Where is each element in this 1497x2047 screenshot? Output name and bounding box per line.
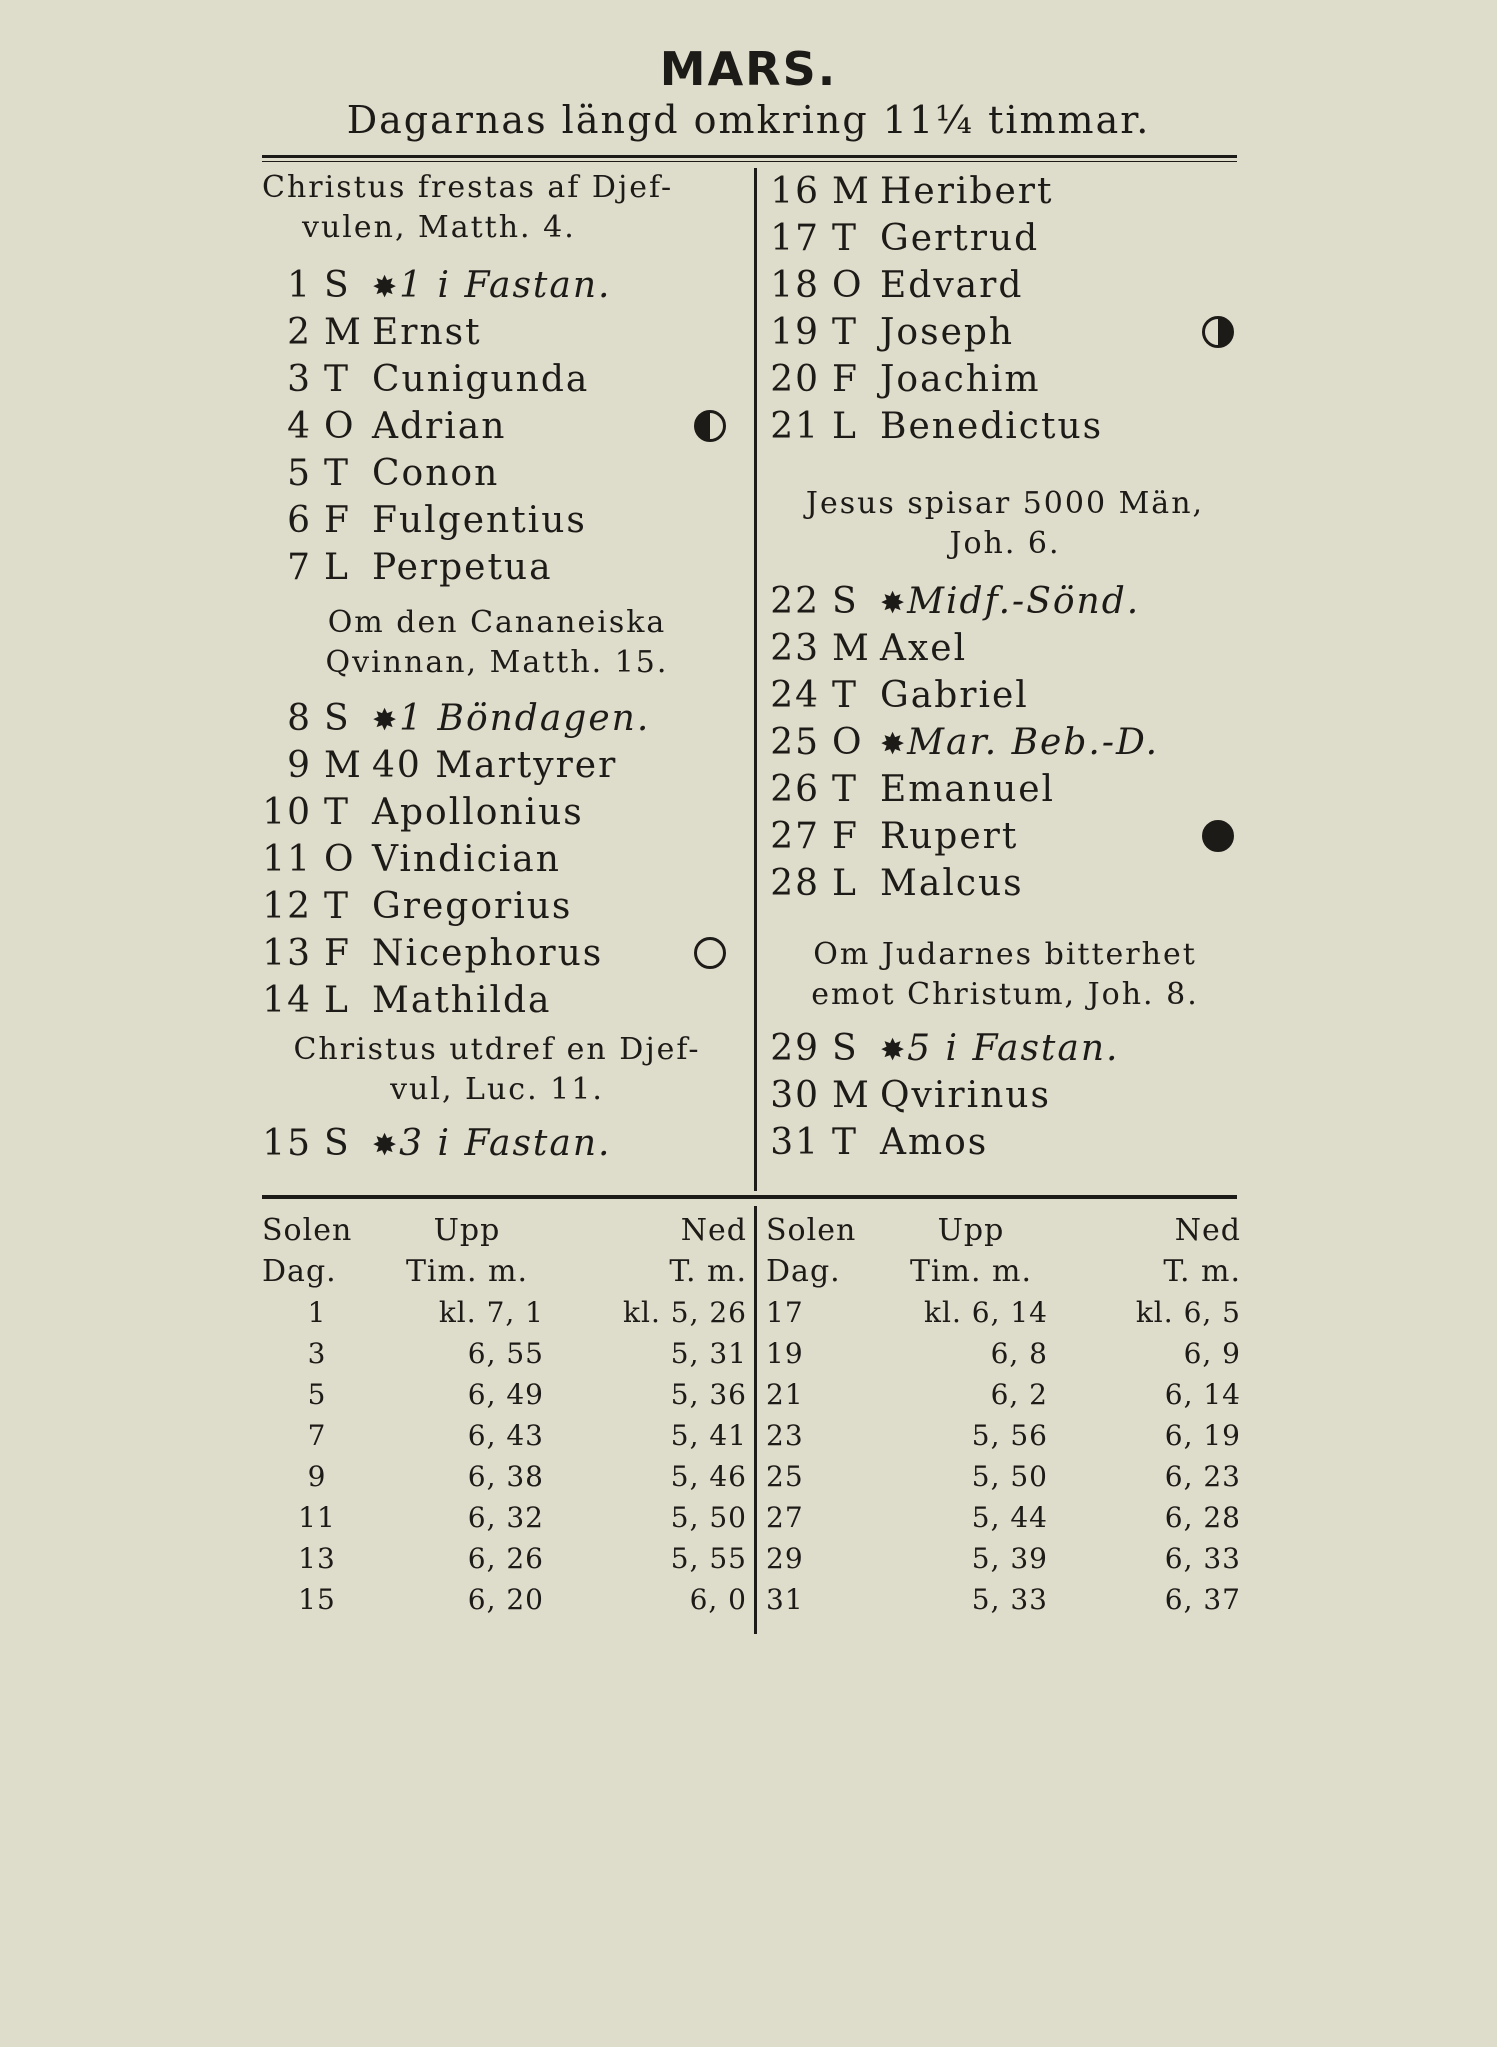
weekday-letter: M [832,171,871,212]
moon-phase-first-icon [1202,316,1234,348]
header-cell: Upp [937,1213,1005,1248]
table-cell: 6, 8 [990,1337,1048,1370]
gospel-text [770,935,1240,1015]
table-row [262,1456,747,1497]
table-cell: 6, 19 [1164,1419,1241,1452]
middle-rule [262,1195,1237,1199]
weekday-letter: M [832,1075,871,1116]
table-cell: 1 [307,1296,327,1329]
sun-rows [766,1292,1241,1620]
table-cell: 6, 55 [467,1337,544,1370]
moon-phase-last-icon [694,410,726,442]
saint-name: 1 i Fastan. [399,265,612,306]
header-cell: Ned [680,1213,747,1248]
day-number: 23 [770,628,820,669]
day-number: 8 [287,698,312,739]
day-number: 20 [770,359,820,400]
table-cell: 5, 55 [670,1542,747,1575]
sunday-star-icon: ✸ [372,1128,400,1163]
gospel-line: Joh. 6. [949,526,1061,561]
weekday-letter: F [324,500,351,541]
gospel-text [262,168,732,248]
calendar-day-row [770,1072,1240,1119]
table-cell: 5, 56 [971,1419,1048,1452]
table-cell: 6, 33 [1164,1542,1241,1575]
saint-name: Apollonius [372,792,584,833]
table-cell: 5, 31 [670,1337,747,1370]
moon-phase-full-icon [694,937,726,969]
day-number: 25 [770,722,820,763]
weekday-letter: M [324,312,363,353]
table-cell: 9 [307,1460,327,1493]
table-cell: 11 [298,1501,336,1534]
calendar-day-row [770,1025,1240,1072]
table-cell: 21 [766,1378,804,1411]
saint-name: Edvard [880,265,1024,306]
sunday-star-icon: ✸ [372,703,400,738]
gospel-line: Jesus spisar 5000 Män, [805,486,1205,521]
gospel-line: Om den Cananeiska [327,605,667,640]
gospel-line: Om Judarnes bitterhet [813,937,1197,972]
saint-name: 40 Martyrer [372,745,618,786]
left-column [262,168,732,1167]
table-row [766,1579,1241,1620]
calendar-day-row [770,578,1240,625]
gospel-line: Christus frestas af Djef- [262,170,674,205]
saint-name: Adrian [372,406,507,447]
table-row [766,1374,1241,1415]
table-cell: kl. 6, 5 [1135,1296,1241,1329]
table-row [262,1538,747,1579]
calendar-day-row [770,309,1240,356]
weekday-letter: F [832,816,859,857]
saint-name: Amos [880,1122,989,1163]
calendar-day-row [262,497,732,544]
table-cell: 6, 32 [467,1501,544,1534]
sun-table-left [262,1210,747,1620]
day-number: 2 [287,312,312,353]
saint-name: Conon [372,453,500,494]
table-cell: 5, 44 [971,1501,1048,1534]
day-number: 14 [262,980,312,1021]
header-cell: T. m. [669,1254,747,1289]
top-rule-thin [262,161,1237,162]
saint-name: Ernst [372,312,482,353]
table-header-row [766,1251,1241,1292]
header-cell: Tim. m. [909,1254,1033,1289]
moon-phase-new-icon [1202,820,1234,852]
table-header-row [262,1210,747,1251]
day-number: 16 [770,171,820,212]
table-row [262,1415,747,1456]
calendar-day-row [262,450,732,497]
weekday-letter: M [324,745,363,786]
gospel-line: vul, Luc. 11. [390,1072,604,1107]
table-row [766,1333,1241,1374]
weekday-letter: O [324,406,356,447]
day-number: 22 [770,581,820,622]
table-cell: 6, 37 [1164,1583,1241,1616]
calendar-day-row [262,742,732,789]
day-number: 9 [287,745,312,786]
day-number: 29 [770,1028,820,1069]
gospel-text [262,1030,732,1110]
weekday-letter: S [832,581,859,622]
day-number: 15 [262,1123,312,1164]
day-list [262,695,732,1024]
gospel-text [770,484,1240,564]
saint-name: 1 Böndagen. [399,698,651,739]
saint-name: Heribert [880,171,1054,212]
day-number: 24 [770,675,820,716]
day-number: 6 [287,500,312,541]
weekday-letter: T [832,675,859,716]
sun-rows [262,1292,747,1620]
saint-name: Gertrud [880,218,1040,259]
calendar-day-row [770,356,1240,403]
saint-name: Cunigunda [372,359,590,400]
day-number: 10 [262,792,312,833]
weekday-letter: T [832,218,859,259]
day-number: 7 [287,547,312,588]
weekday-letter: F [324,933,351,974]
calendar-day-row [770,168,1240,215]
table-cell: kl. 7, 1 [438,1296,544,1329]
table-cell: 25 [766,1460,804,1493]
table-cell: 6, 26 [467,1542,544,1575]
saint-name: Mathilda [372,980,552,1021]
saint-name: 5 i Fastan. [907,1028,1120,1069]
day-number: 28 [770,863,820,904]
calendar-day-row [262,1120,732,1167]
gospel-line: Christus utdref en Djef- [293,1032,701,1067]
table-cell: 19 [766,1337,804,1370]
calendar-day-row [262,262,732,309]
table-cell: 6, 9 [1183,1337,1241,1370]
gospel-line: emot Christum, Joh. 8. [811,977,1199,1012]
weekday-letter: T [324,886,351,927]
saint-name: Midf.-Sönd. [907,581,1141,622]
calendar-day-row [770,262,1240,309]
weekday-letter: T [324,453,351,494]
table-cell: 6, 43 [467,1419,544,1452]
table-row [262,1579,747,1620]
header-cell: Tim. m. [405,1254,529,1289]
saint-name: Axel [880,628,968,669]
table-cell: 5, 33 [971,1583,1048,1616]
table-cell: 17 [766,1296,804,1329]
day-list [770,1025,1240,1166]
table-cell: 5 [307,1378,327,1411]
saint-name: Malcus [880,863,1024,904]
weekday-letter: T [832,769,859,810]
day-number: 1 [287,265,312,306]
table-header-row [766,1210,1241,1251]
saint-name: Perpetua [372,547,553,588]
table-row [766,1497,1241,1538]
weekday-letter: T [324,359,351,400]
table-cell: kl. 5, 26 [623,1296,747,1329]
header-cell: Dag. [262,1254,337,1289]
day-number: 11 [262,839,312,880]
header-cell: Solen [262,1213,353,1248]
table-cell: 5, 41 [670,1419,747,1452]
saint-name: Gregorius [372,886,573,927]
day-number: 19 [770,312,820,353]
day-number: 3 [287,359,312,400]
calendar-day-row [262,977,732,1024]
weekday-letter: T [324,792,351,833]
calendar-day-row [262,789,732,836]
saint-name: Benedictus [880,406,1104,447]
table-cell: 6, 38 [467,1460,544,1493]
weekday-letter: O [832,265,864,306]
table-cell: 5, 50 [670,1501,747,1534]
saint-name: Nicephorus [372,933,604,974]
saint-name: Qvirinus [880,1075,1051,1116]
saint-name: Joachim [880,359,1041,400]
table-cell: 5, 36 [670,1378,747,1411]
calendar-day-row [770,672,1240,719]
day-length-subtitle: Dagarnas längd omkring 11¼ timmar. [346,98,1151,142]
table-cell: 31 [766,1583,804,1616]
saint-name: Gabriel [880,675,1029,716]
table-row [766,1456,1241,1497]
weekday-letter: L [324,547,350,588]
weekday-letter: F [832,359,859,400]
calendar-day-row [770,625,1240,672]
sunday-star-icon: ✸ [880,727,908,762]
table-cell: 27 [766,1501,804,1534]
table-row [766,1415,1241,1456]
calendar-day-row [770,766,1240,813]
gospel-line: vulen, Matth. 4. [302,210,576,245]
calendar-day-row [262,544,732,591]
table-cell: 6, 49 [467,1378,544,1411]
day-number: 17 [770,218,820,259]
header-cell: Dag. [766,1254,841,1289]
right-column [770,168,1240,1166]
day-number: 21 [770,406,820,447]
header-cell: Upp [433,1213,501,1248]
weekday-letter: L [324,980,350,1021]
calendar-day-row [262,836,732,883]
sunday-star-icon: ✸ [372,270,400,305]
saint-name: Joseph [880,312,1015,353]
weekday-letter: S [324,698,351,739]
weekday-letter: T [832,1122,859,1163]
table-cell: 5, 46 [670,1460,747,1493]
day-number: 31 [770,1122,820,1163]
day-number: 27 [770,816,820,857]
sun-table-right [766,1210,1241,1620]
calendar-day-row [262,695,732,742]
day-list [770,578,1240,907]
weekday-letter: L [832,863,858,904]
day-list [770,168,1240,450]
calendar-day-row [262,930,732,977]
table-cell: 5, 50 [971,1460,1048,1493]
calendar-day-row [770,403,1240,450]
saint-name: Fulgentius [372,500,587,541]
calendar-day-row [262,403,732,450]
top-rule [262,155,1237,158]
day-list [262,1120,732,1167]
weekday-letter: S [324,1123,351,1164]
table-cell: 6, 2 [990,1378,1048,1411]
saint-name: 3 i Fastan. [399,1123,612,1164]
calendar-day-row [770,813,1240,860]
header-cell: Solen [766,1213,857,1248]
table-row [766,1292,1241,1333]
table-cell: 29 [766,1542,804,1575]
weekday-letter: O [324,839,356,880]
sunday-star-icon: ✸ [880,586,908,621]
weekday-letter: L [832,406,858,447]
column-divider [754,168,757,1191]
sunday-star-icon: ✸ [880,1033,908,1068]
calendar-day-row [770,215,1240,262]
header-cell: T. m. [1163,1254,1241,1289]
table-cell: 6, 23 [1164,1460,1241,1493]
table-cell: 5, 39 [971,1542,1048,1575]
weekday-letter: S [324,265,351,306]
weekday-letter: S [832,1028,859,1069]
day-number: 4 [287,406,312,447]
table-row [262,1333,747,1374]
table-cell: 13 [298,1542,336,1575]
table-row [262,1292,747,1333]
saint-name: Vindician [372,839,561,880]
table-cell: kl. 6, 14 [924,1296,1048,1329]
table-cell: 15 [298,1583,336,1616]
day-number: 13 [262,933,312,974]
table-divider [754,1206,757,1634]
gospel-text [262,603,732,683]
table-cell: 6, 28 [1164,1501,1241,1534]
header-cell: Ned [1174,1213,1241,1248]
table-row [766,1538,1241,1579]
weekday-letter: M [832,628,871,669]
table-cell: 6, 0 [689,1583,747,1616]
calendar-day-row [770,719,1240,766]
calendar-day-row [262,356,732,403]
calendar-day-row [770,1119,1240,1166]
table-cell: 6, 14 [1164,1378,1241,1411]
day-number: 5 [287,453,312,494]
calendar-day-row [262,883,732,930]
weekday-letter: T [832,312,859,353]
day-number: 30 [770,1075,820,1116]
calendar-day-row [262,309,732,356]
day-list [262,262,732,591]
month-title: MARS. [659,42,838,96]
day-number: 18 [770,265,820,306]
table-row [262,1497,747,1538]
table-cell: 23 [766,1419,804,1452]
gospel-line: Qvinnan, Matth. 15. [325,645,669,680]
table-header-row [262,1251,747,1292]
saint-name: Rupert [880,816,1019,857]
table-cell: 3 [307,1337,327,1370]
saint-name: Mar. Beb.-D. [907,722,1160,763]
table-cell: 7 [307,1419,327,1452]
day-number: 12 [262,886,312,927]
table-row [262,1374,747,1415]
saint-name: Emanuel [880,769,1056,810]
weekday-letter: O [832,722,864,763]
calendar-day-row [770,860,1240,907]
table-cell: 6, 20 [467,1583,544,1616]
day-number: 26 [770,769,820,810]
